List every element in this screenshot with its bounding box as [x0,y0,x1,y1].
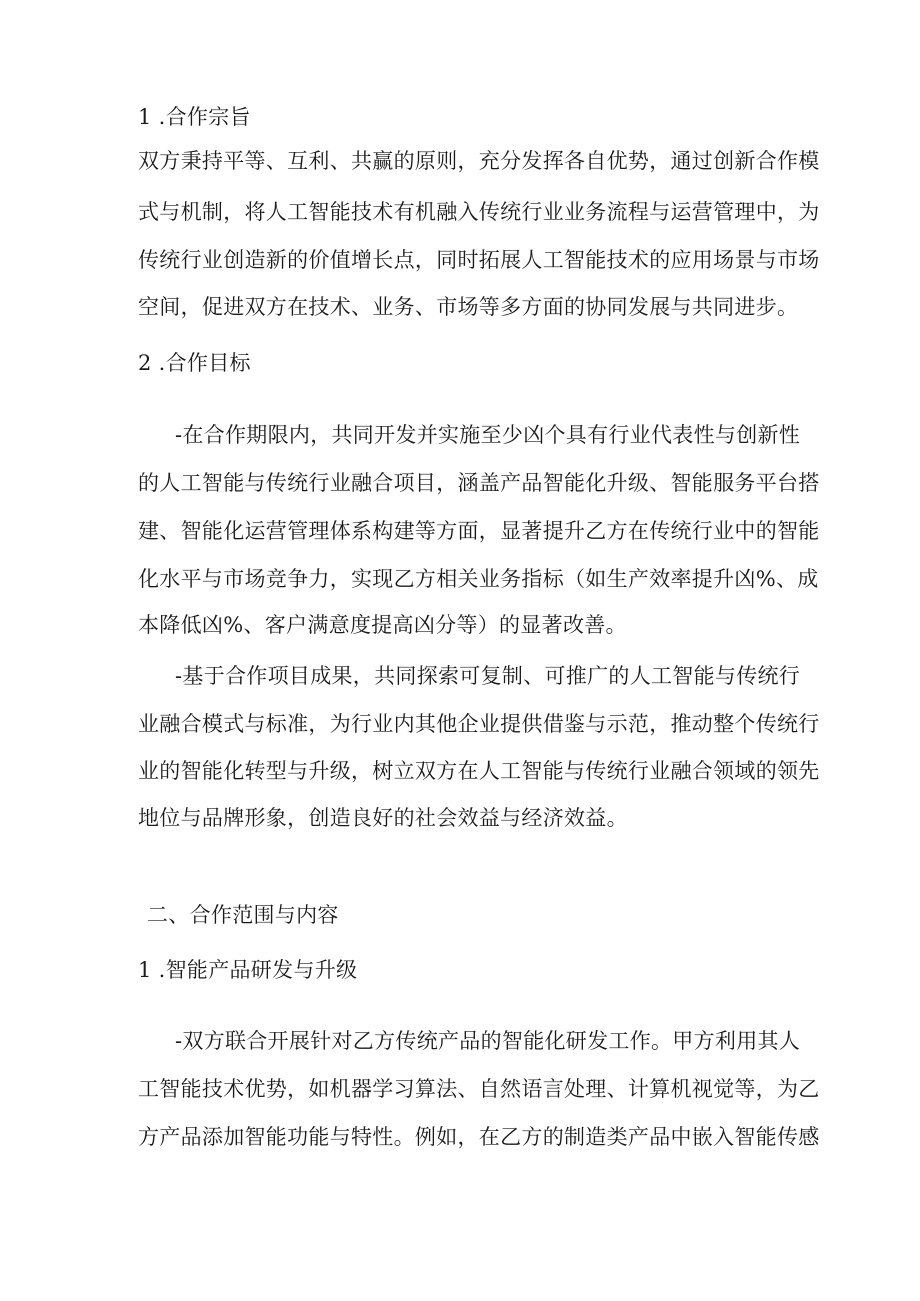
paragraph-line: 地位与品牌形象，创造良好的社会效益与经济效益。 [138,806,628,830]
paragraph-line: 化水平与市场竞争力，实现乙方相关业务指标（如生产效率提升凶%、成 [138,567,819,591]
paragraph-line: 业融合模式与标准，为行业内其他企业提供借鉴与示范，推动整个传统行 [138,712,820,736]
paragraph-line: 传统行业创造新的价值增长点，同时拓展人工智能技术的应用场景与市场 [138,248,820,272]
subsection-heading: 1 .智能产品研发与升级 [138,958,358,982]
section-heading-goals: 2 .合作目标 [138,351,251,375]
paragraph-line: 本降低凶%、客户满意度提高凶分等）的显著改善。 [138,613,627,637]
paragraph-line: 业的智能化转型与升级，树立双方在人工智能与传统行业融合领域的领先 [138,759,820,783]
paragraph-line: -在合作期限内，共同开发并实施至少凶个具有行业代表性与创新性 [175,423,801,447]
paragraph-line: 式与机制，将人工智能技术有机融入传统行业业务流程与运营管理中，为 [138,200,820,224]
paragraph-line: -双方联合开展针对乙方传统产品的智能化研发工作。甲方利用其人 [175,1029,801,1053]
paragraph-line: 工智能技术优势，如机器学习算法、自然语言处理、计算机视觉等，为乙 [138,1077,820,1101]
paragraph-line: 空间，促进双方在技术、业务、市场等多方面的协同发展与共同进步。 [138,295,799,319]
paragraph-line: -基于合作项目成果，共同探索可复制、可推广的人工智能与传统行 [175,664,801,688]
chapter-title: 二、合作范围与内容 [147,903,339,927]
paragraph-line: 双方秉持平等、互利、共赢的原则，充分发挥各自优势，通过创新合作模 [138,149,820,173]
paragraph-line: 的人工智能与传统行业融合项目，涵盖产品智能化升级、智能服务平台搭 [138,471,820,495]
paragraph-line: 建、智能化运营管理体系构建等方面，显著提升乙方在传统行业中的智能 [138,519,820,543]
paragraph-line: 方产品添加智能功能与特性。例如，在乙方的制造类产品中嵌入智能传感 [138,1125,820,1149]
section-heading-purpose: 1 .合作宗旨 [138,105,251,129]
